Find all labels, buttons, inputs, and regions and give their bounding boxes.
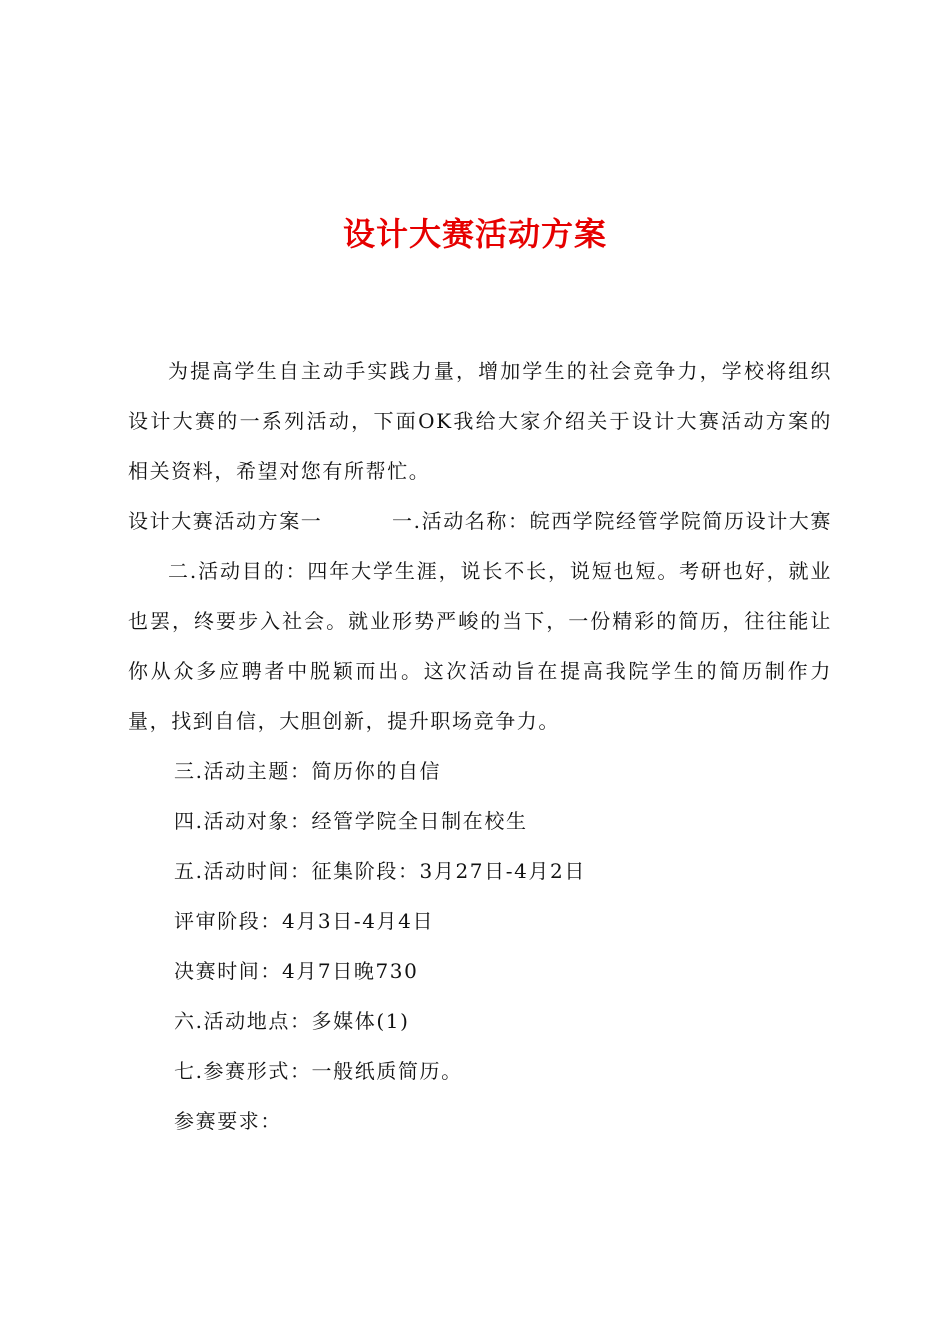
- activity-purpose: 二.活动目的：四年大学生涯，说长不长，说短也短。考研也好，就业也罢，终要步入社会。就业形势严峻的当下，一份精彩的简历，往往能让你从众多应聘者中脱颖而出。这次活动旨在提高我院学生的简历制作力量，找到自信，大胆创新，提升职场竞争力。: [128, 559, 832, 733]
- review-stage: 评审阶段：4月3日-4月4日: [174, 909, 435, 933]
- final-time: 决赛时间：4月7日晚730: [174, 959, 419, 983]
- activity-name: 一.活动名称：皖西学院经管学院简历设计大赛: [392, 509, 832, 533]
- activity-time: 五.活动时间：征集阶段：3月27日-4月2日: [174, 859, 586, 883]
- activity-theme: 三.活动主题：简历你的自信: [174, 759, 442, 783]
- entry-requirements: 参赛要求：: [174, 1109, 282, 1133]
- plan-heading-row: [128, 496, 832, 546]
- intro-paragraph: 为提高学生自主动手实践力量，增加学生的社会竞争力，学校将组织设计大赛的一系列活动，下面OK我给大家介绍关于设计大赛活动方案的相关资料，希望对您有所帮忙。: [128, 359, 832, 483]
- entry-form: 七.参赛形式：一般纸质简历。: [174, 1059, 463, 1083]
- plan-heading-left: 设计大赛活动方案一: [128, 509, 323, 533]
- document-body: [128, 346, 832, 1146]
- activity-place: 六.活动地点：多媒体(1): [174, 1009, 410, 1033]
- activity-target: 四.活动对象：经管学院全日制在校生: [174, 809, 528, 833]
- document-title: 设计大赛活动方案: [342, 215, 607, 253]
